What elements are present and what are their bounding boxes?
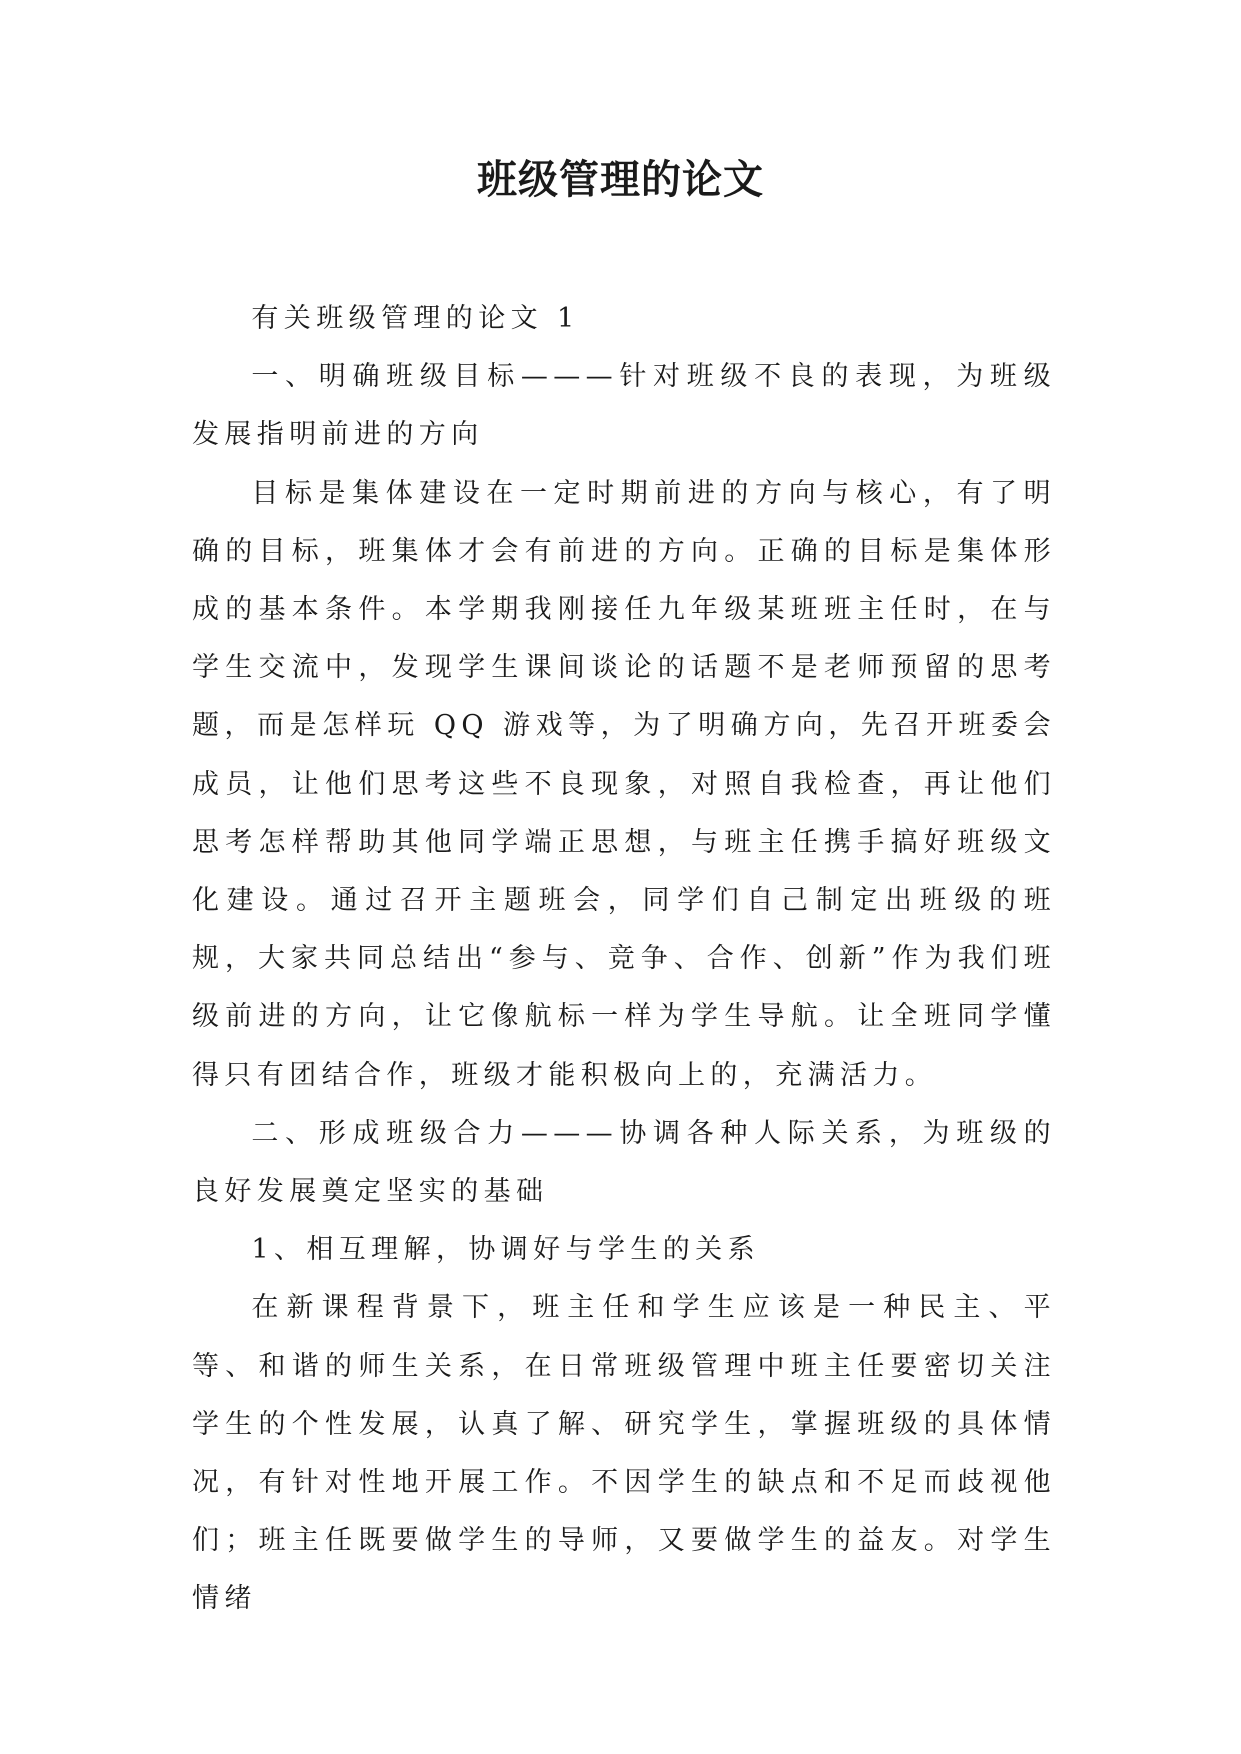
body-paragraph: 在新课程背景下，班主任和学生应该是一种民主、平等、和谐的师生关系，在日常班级管理中班主任要密切关注学生的个性发展，认真了解、研究学生，掌握班级的具体情况，有针对性地开展工作。不因学生的缺点和不足而歧视他们；班主任既要做学生的导师，又要做学生的益友。对学生情绪 (192, 1292, 1056, 1615)
body-paragraph: 目标是集体建设在一定时期前进的方向与核心，有了明确的目标，班集体才会有前进的方向。正确的目标是集体形成的基本条件。本学期我刚接任九年级某班班主任时，在与学生交流中，发现学生课间谈论的话题不是老师预留的思考题，而是怎样玩 QQ 游戏等，为了明确方向，先召开班委会成员，让他们思考这些不良现象，对照自我检查，再让他们思考怎样帮助其他同学端正思想，与班主任携手搞好班级文化建设。通过召开主题班会，同学们自己制定出班级的班规，大家共同总结出“参与、竞争、合作、创新”作为我们班级前进的方向，让它像航标一样为学生导航。让全班同学懂得只有团结合作，班级才能积极向上的，充满活力。 (192, 477, 1056, 1091)
document-title: 班级管理的论文 (477, 156, 764, 203)
section-heading: 有关班级管理的论文 1 (251, 303, 580, 334)
subheading-2: 二、形成班级合力———协调各种人际关系，为班级的良好发展奠定坚实的基础 (192, 1117, 1056, 1208)
subheading-2-1: 1、相互理解，协调好与学生的关系 (251, 1234, 760, 1266)
subheading-1: 一、明确班级目标———针对班级不良的表现，为班级发展指明前进的方向 (192, 361, 1056, 451)
document-body (192, 290, 1056, 1629)
